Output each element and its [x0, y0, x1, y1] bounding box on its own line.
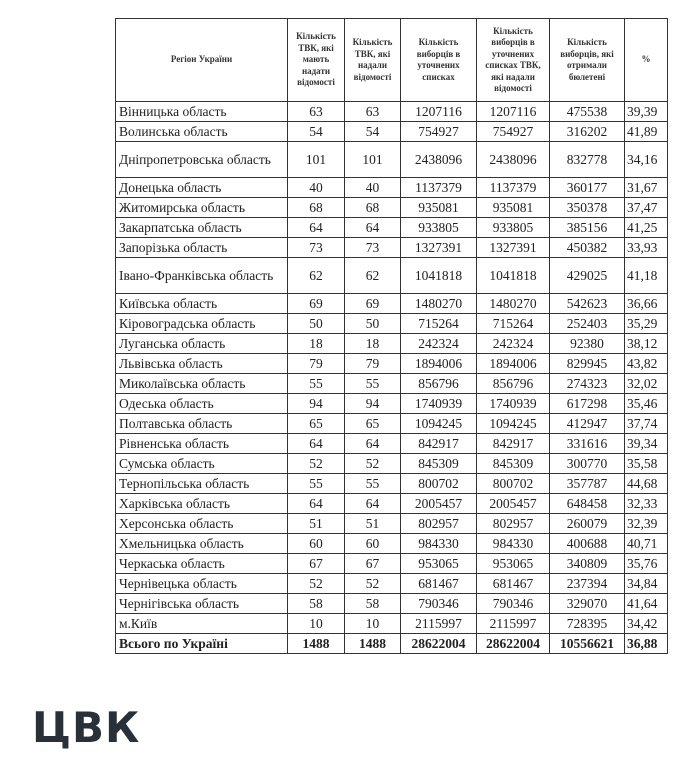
- cell-voters-reported-lists: 856796: [477, 374, 550, 394]
- cell-percent: 32,02: [625, 374, 668, 394]
- cell-region: Полтавська область: [116, 414, 288, 434]
- cell-percent: 41,25: [625, 218, 668, 238]
- cell-voters-lists: 681467: [401, 574, 477, 594]
- cell-tvk-reported: 60: [345, 534, 401, 554]
- cell-voters-reported-lists: 845309: [477, 454, 550, 474]
- cell-ballots-received: 260079: [550, 514, 625, 534]
- cell-voters-reported-lists: 681467: [477, 574, 550, 594]
- cell-voters-lists: 842917: [401, 434, 477, 454]
- cell-region: Київська область: [116, 294, 288, 314]
- cell-region: Луганська область: [116, 334, 288, 354]
- cell-voters-reported-lists: 953065: [477, 554, 550, 574]
- cell-percent: 39,39: [625, 102, 668, 122]
- cell-tvk-required: 94: [288, 394, 345, 414]
- cell-voters-lists: 1480270: [401, 294, 477, 314]
- cell-ballots-received: 237394: [550, 574, 625, 594]
- cell-ballots-received: 429025: [550, 258, 625, 294]
- table-row: [116, 122, 668, 142]
- cell-voters-lists: 790346: [401, 594, 477, 614]
- table-row: [116, 614, 668, 634]
- cell-tvk-reported: 10: [345, 614, 401, 634]
- table-row: [116, 258, 668, 294]
- cell-voters-lists: 953065: [401, 554, 477, 574]
- cell-tvk-reported: 55: [345, 374, 401, 394]
- cell-tvk-reported: 64: [345, 494, 401, 514]
- cell-percent: 43,82: [625, 354, 668, 374]
- cell-ballots-received: 400688: [550, 534, 625, 554]
- cell-tvk-required: 69: [288, 294, 345, 314]
- cell-voters-lists: 1137379: [401, 178, 477, 198]
- table-row: [116, 534, 668, 554]
- table-row: [116, 514, 668, 534]
- cell-tvk-reported: 69: [345, 294, 401, 314]
- cell-tvk-reported: 68: [345, 198, 401, 218]
- cell-tvk-reported: 18: [345, 334, 401, 354]
- cell-voters-reported-lists: 2438096: [477, 142, 550, 178]
- cell-tvk-required: 60: [288, 534, 345, 554]
- cell-percent: 32,33: [625, 494, 668, 514]
- table-row: [116, 218, 668, 238]
- cell-percent: 35,76: [625, 554, 668, 574]
- cell-voters-reported-lists: 935081: [477, 198, 550, 218]
- cell-voters-reported-lists: 1740939: [477, 394, 550, 414]
- cell-region: Житомирська область: [116, 198, 288, 218]
- cell-ballots-received: 648458: [550, 494, 625, 514]
- cell-voters-reported-lists: 1480270: [477, 294, 550, 314]
- cell-tvk-required: 18: [288, 334, 345, 354]
- cell-voters-lists: 845309: [401, 454, 477, 474]
- table-total-row: [116, 634, 668, 654]
- cell-voters-lists: 2005457: [401, 494, 477, 514]
- cell-tvk-required: 55: [288, 374, 345, 394]
- table-row: [116, 454, 668, 474]
- cell-tvk-reported: 73: [345, 238, 401, 258]
- cvk-logo: ЦВК: [32, 703, 141, 752]
- cell-percent: 31,67: [625, 178, 668, 198]
- table-row: [116, 594, 668, 614]
- cell-percent: 37,74: [625, 414, 668, 434]
- table-row: [116, 334, 668, 354]
- cell-voters-lists: 1327391: [401, 238, 477, 258]
- table-row: [116, 494, 668, 514]
- cell-voters-lists: 1094245: [401, 414, 477, 434]
- cell-voters-reported-lists: 754927: [477, 122, 550, 142]
- cell-tvk-reported: 101: [345, 142, 401, 178]
- cell-ballots-received: 542623: [550, 294, 625, 314]
- cell-tvk-required: 55: [288, 474, 345, 494]
- cell-percent: 41,89: [625, 122, 668, 142]
- cell-voters-lists: 935081: [401, 198, 477, 218]
- cell-ballots-received: 300770: [550, 454, 625, 474]
- table-row: [116, 142, 668, 178]
- cell-voters-lists: 2438096: [401, 142, 477, 178]
- cell-tvk-required: 50: [288, 314, 345, 334]
- cell-voters-reported-lists: 790346: [477, 594, 550, 614]
- cell-region: Сумська область: [116, 454, 288, 474]
- cell-percent: 39,34: [625, 434, 668, 454]
- cell-ballots-received: 340809: [550, 554, 625, 574]
- cell-tvk-reported: 55: [345, 474, 401, 494]
- cell-region: Чернівецька область: [116, 574, 288, 594]
- cell-voters-lists: 1894006: [401, 354, 477, 374]
- cell-ballots-received: 331616: [550, 434, 625, 454]
- cell-voters-lists: 856796: [401, 374, 477, 394]
- cell-tvk-required: 68: [288, 198, 345, 218]
- cell-tvk-required: 52: [288, 574, 345, 594]
- cell-region: Тернопільська область: [116, 474, 288, 494]
- cell-ballots-received: 350378: [550, 198, 625, 218]
- cell-region: Волинська область: [116, 122, 288, 142]
- cell-voters-lists: 754927: [401, 122, 477, 142]
- cell-voters-reported-lists: 800702: [477, 474, 550, 494]
- cell-voters-lists: 1207116: [401, 102, 477, 122]
- cell-voters-reported-lists: 1327391: [477, 238, 550, 258]
- table-row: [116, 554, 668, 574]
- header-percent: %: [625, 19, 668, 102]
- cell-tvk-required: 51: [288, 514, 345, 534]
- cell-ballots-received: 412947: [550, 414, 625, 434]
- header-voters-reported-lists: Кількість виборців в уточнених списках ТВК, які надали відомості: [477, 19, 550, 102]
- cell-voters-lists: 242324: [401, 334, 477, 354]
- cell-ballots-received: 385156: [550, 218, 625, 238]
- cell-tvk-required: 62: [288, 258, 345, 294]
- cell-ballots-received: 252403: [550, 314, 625, 334]
- header-voters-lists: Кількість виборців в уточнених списках: [401, 19, 477, 102]
- cell-tvk-reported: 54: [345, 122, 401, 142]
- cell-region: Всього по Україні: [116, 634, 288, 654]
- cell-ballots-received: 274323: [550, 374, 625, 394]
- cell-percent: 32,39: [625, 514, 668, 534]
- cell-percent: 35,46: [625, 394, 668, 414]
- cell-tvk-reported: 52: [345, 574, 401, 594]
- cell-percent: 36,88: [625, 634, 668, 654]
- cell-tvk-required: 79: [288, 354, 345, 374]
- cell-region: Хмельницька область: [116, 534, 288, 554]
- cell-tvk-reported: 50: [345, 314, 401, 334]
- header-region: Регіон України: [116, 19, 288, 102]
- cell-voters-lists: 802957: [401, 514, 477, 534]
- cell-tvk-reported: 52: [345, 454, 401, 474]
- table-row: [116, 178, 668, 198]
- cell-ballots-received: 92380: [550, 334, 625, 354]
- cell-tvk-required: 64: [288, 494, 345, 514]
- cell-region: Івано-Франківська область: [116, 258, 288, 294]
- cell-voters-reported-lists: 1894006: [477, 354, 550, 374]
- cell-voters-lists: 2115997: [401, 614, 477, 634]
- table-row: [116, 434, 668, 454]
- table-row: [116, 374, 668, 394]
- cell-region: м.Київ: [116, 614, 288, 634]
- cell-voters-lists: 800702: [401, 474, 477, 494]
- cell-percent: 41,18: [625, 258, 668, 294]
- cell-region: Запорізька область: [116, 238, 288, 258]
- cell-voters-lists: 984330: [401, 534, 477, 554]
- cell-region: Черкаська область: [116, 554, 288, 574]
- cell-voters-reported-lists: 242324: [477, 334, 550, 354]
- cell-tvk-reported: 63: [345, 102, 401, 122]
- table-row: [116, 314, 668, 334]
- cell-tvk-required: 54: [288, 122, 345, 142]
- cell-voters-reported-lists: 2005457: [477, 494, 550, 514]
- cell-tvk-required: 73: [288, 238, 345, 258]
- cell-percent: 33,93: [625, 238, 668, 258]
- cell-tvk-reported: 51: [345, 514, 401, 534]
- cell-ballots-received: 617298: [550, 394, 625, 414]
- cell-voters-reported-lists: 1207116: [477, 102, 550, 122]
- cell-percent: 44,68: [625, 474, 668, 494]
- cell-tvk-required: 101: [288, 142, 345, 178]
- cell-voters-lists: 1041818: [401, 258, 477, 294]
- cell-region: Кіровоградська область: [116, 314, 288, 334]
- table-row: [116, 102, 668, 122]
- cell-ballots-received: 316202: [550, 122, 625, 142]
- table-row: [116, 474, 668, 494]
- cell-tvk-reported: 58: [345, 594, 401, 614]
- table-row: [116, 354, 668, 374]
- cell-voters-reported-lists: 1094245: [477, 414, 550, 434]
- header-tvk-required: Кількість ТВК, які мають надати відомості: [288, 19, 345, 102]
- cell-voters-reported-lists: 984330: [477, 534, 550, 554]
- cell-ballots-received: 829945: [550, 354, 625, 374]
- header-ballots-received: Кількість виборців, які отримали бюлетені: [550, 19, 625, 102]
- cell-percent: 35,29: [625, 314, 668, 334]
- cell-voters-reported-lists: 2115997: [477, 614, 550, 634]
- cell-tvk-reported: 40: [345, 178, 401, 198]
- turnout-table: [115, 18, 668, 654]
- cell-ballots-received: 832778: [550, 142, 625, 178]
- cell-ballots-received: 329070: [550, 594, 625, 614]
- cell-percent: 36,66: [625, 294, 668, 314]
- cell-percent: 35,58: [625, 454, 668, 474]
- cell-tvk-reported: 64: [345, 434, 401, 454]
- cell-voters-reported-lists: 1137379: [477, 178, 550, 198]
- header-tvk-reported: Кількість ТВК, які надали відомості: [345, 19, 401, 102]
- table-row: [116, 574, 668, 594]
- cell-tvk-reported: 94: [345, 394, 401, 414]
- cell-voters-reported-lists: 802957: [477, 514, 550, 534]
- turnout-table-container: [115, 18, 668, 654]
- table-header-row: [116, 19, 668, 102]
- cell-percent: 40,71: [625, 534, 668, 554]
- cell-percent: 37,47: [625, 198, 668, 218]
- cell-percent: 41,64: [625, 594, 668, 614]
- cell-voters-lists: 933805: [401, 218, 477, 238]
- cell-ballots-received: 357787: [550, 474, 625, 494]
- cell-ballots-received: 450382: [550, 238, 625, 258]
- cell-tvk-required: 1488: [288, 634, 345, 654]
- cell-ballots-received: 10556621: [550, 634, 625, 654]
- cell-tvk-reported: 62: [345, 258, 401, 294]
- cell-tvk-required: 58: [288, 594, 345, 614]
- cell-ballots-received: 360177: [550, 178, 625, 198]
- cell-region: Львівська область: [116, 354, 288, 374]
- cell-percent: 34,84: [625, 574, 668, 594]
- cell-tvk-reported: 67: [345, 554, 401, 574]
- cell-percent: 38,12: [625, 334, 668, 354]
- cell-region: Одеська область: [116, 394, 288, 414]
- cell-percent: 34,16: [625, 142, 668, 178]
- cell-tvk-required: 52: [288, 454, 345, 474]
- cell-region: Харківська область: [116, 494, 288, 514]
- cell-voters-lists: 715264: [401, 314, 477, 334]
- cell-tvk-required: 64: [288, 218, 345, 238]
- table-row: [116, 294, 668, 314]
- cell-region: Херсонська область: [116, 514, 288, 534]
- cell-tvk-reported: 64: [345, 218, 401, 238]
- cell-voters-reported-lists: 1041818: [477, 258, 550, 294]
- table-row: [116, 414, 668, 434]
- cell-tvk-required: 10: [288, 614, 345, 634]
- table-row: [116, 238, 668, 258]
- cell-voters-reported-lists: 28622004: [477, 634, 550, 654]
- cell-voters-lists: 1740939: [401, 394, 477, 414]
- cell-region: Чернігівська область: [116, 594, 288, 614]
- cell-percent: 34,42: [625, 614, 668, 634]
- cell-tvk-required: 65: [288, 414, 345, 434]
- cell-tvk-required: 63: [288, 102, 345, 122]
- table-row: [116, 394, 668, 414]
- cell-tvk-required: 64: [288, 434, 345, 454]
- cell-region: Миколаївська область: [116, 374, 288, 394]
- cell-tvk-required: 67: [288, 554, 345, 574]
- cell-voters-reported-lists: 842917: [477, 434, 550, 454]
- cell-region: Дніпропетровська область: [116, 142, 288, 178]
- cell-voters-reported-lists: 715264: [477, 314, 550, 334]
- cell-tvk-reported: 79: [345, 354, 401, 374]
- cell-ballots-received: 728395: [550, 614, 625, 634]
- cell-region: Закарпатська область: [116, 218, 288, 238]
- cell-region: Донецька область: [116, 178, 288, 198]
- cell-ballots-received: 475538: [550, 102, 625, 122]
- cell-region: Рівненська область: [116, 434, 288, 454]
- cell-tvk-reported: 1488: [345, 634, 401, 654]
- cell-tvk-reported: 65: [345, 414, 401, 434]
- cell-voters-lists: 28622004: [401, 634, 477, 654]
- table-row: [116, 198, 668, 218]
- cell-voters-reported-lists: 933805: [477, 218, 550, 238]
- cell-tvk-required: 40: [288, 178, 345, 198]
- cell-region: Вінницька область: [116, 102, 288, 122]
